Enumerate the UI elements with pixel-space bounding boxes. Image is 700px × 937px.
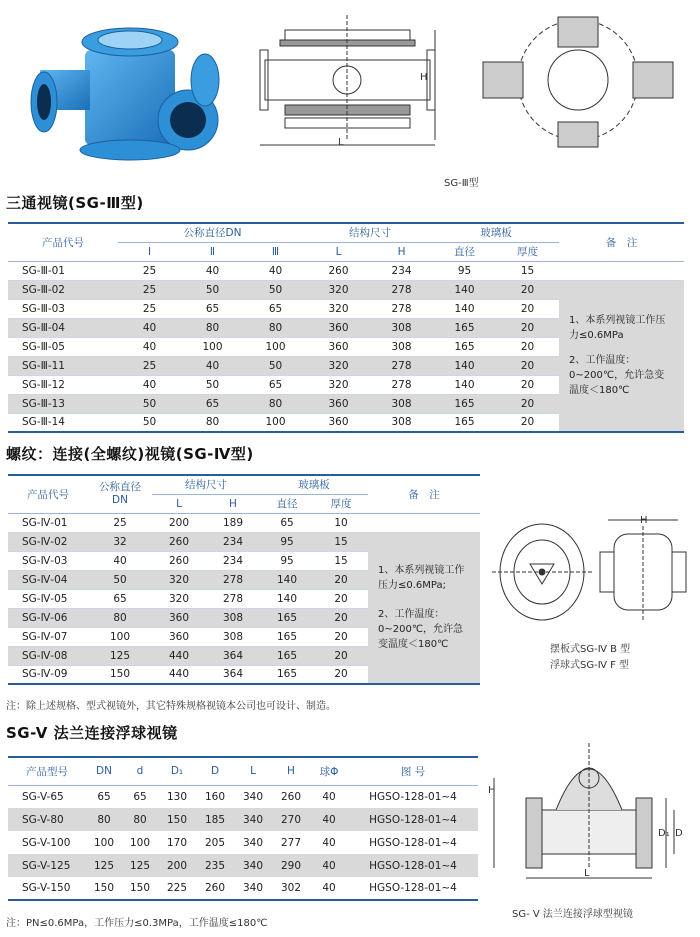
value-cell: 165 bbox=[260, 646, 314, 665]
value-cell: 20 bbox=[496, 337, 559, 356]
sg3-header-dn1: Ⅰ bbox=[118, 242, 181, 261]
value-cell: 320 bbox=[307, 375, 370, 394]
value-cell: HGSO-128-01~4 bbox=[348, 877, 478, 900]
value-cell: 140 bbox=[433, 356, 496, 375]
value-cell: 340 bbox=[234, 831, 272, 854]
product-code-cell: SG-Ⅲ-04 bbox=[8, 318, 118, 337]
value-cell: 15 bbox=[496, 261, 559, 280]
value-cell: 50 bbox=[181, 280, 244, 299]
value-cell: HGSO-128-01~4 bbox=[348, 831, 478, 854]
value-cell: 20 bbox=[496, 299, 559, 318]
section1-title: 三通视镜(SG-Ⅲ型) bbox=[6, 194, 144, 212]
sg3-notes-cell bbox=[559, 280, 684, 432]
sg4-header-dia: 直径 bbox=[260, 494, 314, 513]
value-cell: 20 bbox=[496, 375, 559, 394]
value-cell: 40 bbox=[310, 854, 348, 877]
value-cell: 95 bbox=[433, 261, 496, 280]
dim-label-h-sg4: H bbox=[640, 515, 648, 526]
value-cell: 160 bbox=[196, 785, 234, 808]
sg3-front-drawing bbox=[255, 10, 445, 160]
value-cell: 234 bbox=[370, 261, 433, 280]
value-cell: 125 bbox=[86, 854, 122, 877]
value-cell: HGSO-128-01~4 bbox=[348, 854, 478, 877]
value-cell: 320 bbox=[152, 570, 206, 589]
sg4-header-glass: 玻璃板 bbox=[260, 475, 368, 494]
value-cell: 32 bbox=[88, 532, 152, 551]
note-line: 1、本系列视镜工作压力≤0.6MPa bbox=[569, 315, 666, 342]
value-cell: 260 bbox=[152, 532, 206, 551]
value-cell: 125 bbox=[88, 646, 152, 665]
value-cell: 65 bbox=[122, 785, 158, 808]
sg3-header-code: 产品代号 bbox=[8, 223, 118, 261]
value-cell: 40 bbox=[118, 318, 181, 337]
sg3-valve-photo bbox=[30, 10, 225, 170]
value-cell: 95 bbox=[260, 551, 314, 570]
value-cell: 364 bbox=[206, 665, 260, 684]
value-cell: 80 bbox=[122, 808, 158, 831]
value-cell: 140 bbox=[433, 280, 496, 299]
table-row bbox=[8, 831, 478, 854]
sg5-spec-table bbox=[8, 756, 478, 901]
value-cell: 278 bbox=[370, 356, 433, 375]
value-cell: 277 bbox=[272, 831, 310, 854]
value-cell: 20 bbox=[496, 318, 559, 337]
value-cell: 308 bbox=[370, 337, 433, 356]
table-row bbox=[8, 854, 478, 877]
value-cell: 125 bbox=[122, 854, 158, 877]
value-cell: 340 bbox=[234, 877, 272, 900]
product-code-cell: SG-V-80 bbox=[8, 808, 86, 831]
value-cell: 234 bbox=[206, 532, 260, 551]
value-cell: 40 bbox=[118, 337, 181, 356]
value-cell: 50 bbox=[244, 356, 307, 375]
value-cell: 165 bbox=[433, 318, 496, 337]
sg3-header-struct: 结构尺寸 bbox=[307, 223, 433, 242]
value-cell: 80 bbox=[244, 318, 307, 337]
value-cell: 278 bbox=[206, 589, 260, 608]
sg5-header-cell: 产品型号 bbox=[8, 757, 86, 785]
value-cell: 100 bbox=[86, 831, 122, 854]
value-cell: 234 bbox=[206, 551, 260, 570]
product-code-cell: SG-Ⅳ-05 bbox=[8, 589, 88, 608]
value-cell: 165 bbox=[433, 337, 496, 356]
sg4-side-drawing bbox=[492, 512, 592, 632]
value-cell: 340 bbox=[234, 854, 272, 877]
value-cell: 100 bbox=[181, 337, 244, 356]
value-cell: 65 bbox=[86, 785, 122, 808]
sg3-header-note: 备 注 bbox=[559, 223, 684, 261]
sg4-header-l: L bbox=[152, 494, 206, 513]
value-cell: 20 bbox=[314, 589, 368, 608]
value-cell: 150 bbox=[158, 808, 196, 831]
sg3-header-dia: 直径 bbox=[433, 242, 496, 261]
value-cell: 278 bbox=[206, 570, 260, 589]
table-row bbox=[8, 808, 478, 831]
fig-caption-sg3: SG-Ⅲ型 bbox=[444, 178, 479, 189]
product-code-cell: SG-V-125 bbox=[8, 854, 86, 877]
value-cell: 20 bbox=[314, 570, 368, 589]
value-cell: 15 bbox=[314, 551, 368, 570]
value-cell: 200 bbox=[158, 854, 196, 877]
value-cell: 40 bbox=[310, 831, 348, 854]
product-code-cell: SG-Ⅳ-03 bbox=[8, 551, 88, 570]
value-cell: 95 bbox=[260, 532, 314, 551]
value-cell: 40 bbox=[181, 356, 244, 375]
value-cell: 80 bbox=[181, 318, 244, 337]
dim-label-h: H bbox=[420, 72, 428, 83]
note-line: 2、工作温度：0~200℃，允许急变温度＜180℃ bbox=[569, 355, 665, 397]
value-cell: 260 bbox=[272, 785, 310, 808]
value-cell: 80 bbox=[181, 413, 244, 432]
value-cell: 170 bbox=[158, 831, 196, 854]
value-cell: 65 bbox=[260, 513, 314, 532]
value-cell: 165 bbox=[260, 608, 314, 627]
table-row bbox=[8, 877, 478, 900]
product-code-cell: SG-Ⅲ-12 bbox=[8, 375, 118, 394]
value-cell: 50 bbox=[88, 570, 152, 589]
value-cell: 320 bbox=[307, 280, 370, 299]
value-cell: 65 bbox=[244, 375, 307, 394]
value-cell: 270 bbox=[272, 808, 310, 831]
value-cell: 150 bbox=[122, 877, 158, 900]
value-cell: 25 bbox=[118, 261, 181, 280]
product-code-cell: SG-Ⅳ-06 bbox=[8, 608, 88, 627]
sg3-header-h: H bbox=[370, 242, 433, 261]
value-cell: 165 bbox=[433, 413, 496, 432]
dim-label-l: L bbox=[338, 137, 344, 148]
value-cell: 40 bbox=[181, 261, 244, 280]
value-cell: 20 bbox=[496, 394, 559, 413]
value-cell: 20 bbox=[496, 413, 559, 432]
value-cell: 25 bbox=[118, 280, 181, 299]
value-cell: 189 bbox=[206, 513, 260, 532]
sg4-blank-note-cell bbox=[368, 513, 480, 532]
sg3-header-dn3: Ⅲ bbox=[244, 242, 307, 261]
product-code-cell: SG-Ⅳ-07 bbox=[8, 627, 88, 646]
table-row bbox=[8, 280, 684, 299]
product-code-cell: SG-V-100 bbox=[8, 831, 86, 854]
value-cell: 440 bbox=[152, 646, 206, 665]
value-cell: 100 bbox=[244, 413, 307, 432]
sg5-header-cell: 球Φ bbox=[310, 757, 348, 785]
value-cell: 278 bbox=[370, 280, 433, 299]
note-line: 1、本系列视镜工作压力≤0.6MPa; bbox=[378, 565, 465, 592]
product-code-cell: SG-Ⅲ-05 bbox=[8, 337, 118, 356]
sg3-header-glass: 玻璃板 bbox=[433, 223, 559, 242]
value-cell: 308 bbox=[370, 394, 433, 413]
value-cell: 25 bbox=[118, 299, 181, 318]
value-cell: 185 bbox=[196, 808, 234, 831]
value-cell: 100 bbox=[88, 627, 152, 646]
section3-title: SG-V 法兰连接浮球视镜 bbox=[6, 724, 178, 742]
value-cell: 360 bbox=[307, 394, 370, 413]
value-cell: 25 bbox=[88, 513, 152, 532]
product-code-cell: SG-Ⅳ-04 bbox=[8, 570, 88, 589]
sg4-header-dn: 公称直径DN bbox=[88, 475, 152, 513]
table-row bbox=[8, 532, 480, 551]
value-cell: 340 bbox=[234, 785, 272, 808]
sg4-notes-cell bbox=[368, 532, 480, 684]
sg3-header-dn2: Ⅱ bbox=[181, 242, 244, 261]
value-cell: 65 bbox=[181, 394, 244, 413]
value-cell: 308 bbox=[370, 318, 433, 337]
product-code-cell: SG-Ⅳ-08 bbox=[8, 646, 88, 665]
sg4-header-struct: 结构尺寸 bbox=[152, 475, 260, 494]
product-code-cell: SG-V-65 bbox=[8, 785, 86, 808]
value-cell: 320 bbox=[152, 589, 206, 608]
value-cell: 100 bbox=[244, 337, 307, 356]
value-cell: 50 bbox=[118, 394, 181, 413]
value-cell: 308 bbox=[206, 627, 260, 646]
value-cell: 360 bbox=[152, 627, 206, 646]
value-cell: 278 bbox=[370, 375, 433, 394]
sg3-table-body bbox=[8, 261, 684, 432]
value-cell: 40 bbox=[310, 877, 348, 900]
value-cell: 320 bbox=[307, 299, 370, 318]
value-cell: 50 bbox=[181, 375, 244, 394]
sg5-drawing bbox=[486, 738, 696, 898]
value-cell: 80 bbox=[88, 608, 152, 627]
sg3-side-drawing bbox=[478, 12, 678, 157]
value-cell: 260 bbox=[307, 261, 370, 280]
sg4-front-drawing bbox=[596, 512, 690, 632]
value-cell: 200 bbox=[152, 513, 206, 532]
sg3-header-thk: 厚度 bbox=[496, 242, 559, 261]
product-code-cell: SG-Ⅲ-13 bbox=[8, 394, 118, 413]
value-cell: 260 bbox=[152, 551, 206, 570]
note-line: 2、工作温度：0~200℃，允许急变温度＜180℃ bbox=[378, 609, 464, 651]
value-cell: 440 bbox=[152, 665, 206, 684]
value-cell: 65 bbox=[88, 589, 152, 608]
value-cell: HGSO-128-01~4 bbox=[348, 808, 478, 831]
sg5-header-cell: H bbox=[272, 757, 310, 785]
product-code-cell: SG-Ⅳ-09 bbox=[8, 665, 88, 684]
value-cell: 40 bbox=[88, 551, 152, 570]
table-row bbox=[8, 261, 684, 280]
value-cell: 320 bbox=[307, 356, 370, 375]
product-code-cell: SG-Ⅳ-02 bbox=[8, 532, 88, 551]
sg5-header-cell: D₁ bbox=[158, 757, 196, 785]
value-cell: 364 bbox=[206, 646, 260, 665]
dim-label-l-sg5: L bbox=[584, 868, 590, 879]
sg4-header-h: H bbox=[206, 494, 260, 513]
value-cell: 40 bbox=[244, 261, 307, 280]
value-cell: 140 bbox=[433, 375, 496, 394]
sg5-header-cell: 图 号 bbox=[348, 757, 478, 785]
product-code-cell: SG-Ⅲ-03 bbox=[8, 299, 118, 318]
value-cell: 225 bbox=[158, 877, 196, 900]
value-cell: 360 bbox=[152, 608, 206, 627]
product-code-cell: SG-Ⅲ-14 bbox=[8, 413, 118, 432]
value-cell: 80 bbox=[244, 394, 307, 413]
value-cell: 20 bbox=[496, 280, 559, 299]
sg5-header-cell: d bbox=[122, 757, 158, 785]
value-cell: 278 bbox=[370, 299, 433, 318]
value-cell: 20 bbox=[496, 356, 559, 375]
value-cell: 40 bbox=[118, 375, 181, 394]
value-cell: 80 bbox=[86, 808, 122, 831]
dim-label-d-sg5: D bbox=[675, 828, 683, 839]
value-cell: 308 bbox=[206, 608, 260, 627]
section3-footnote: 注：PN≤0.6MPa，工作压力≤0.3MPa，工作温度≤180℃ bbox=[6, 918, 268, 929]
product-code-cell: SG-V-150 bbox=[8, 877, 86, 900]
sg4-header-thk: 厚度 bbox=[314, 494, 368, 513]
value-cell: 308 bbox=[370, 413, 433, 432]
section2-title: 螺纹：连接(全螺纹)视镜(SG-Ⅳ型) bbox=[6, 445, 254, 463]
value-cell: 100 bbox=[122, 831, 158, 854]
value-cell: 65 bbox=[181, 299, 244, 318]
value-cell: 15 bbox=[314, 532, 368, 551]
sg3-header-dn: 公称直径DN bbox=[118, 223, 307, 242]
value-cell: 20 bbox=[314, 665, 368, 684]
value-cell: 165 bbox=[260, 627, 314, 646]
table-row bbox=[8, 785, 478, 808]
value-cell: 20 bbox=[314, 608, 368, 627]
sg5-header-cell: L bbox=[234, 757, 272, 785]
sg4-table-body bbox=[8, 513, 480, 684]
dim-label-d1-sg5: D₁ bbox=[658, 828, 670, 839]
section2-footnote: 注：除上述规格、型式视镜外，其它特殊规格视镜本公司也可设计、制造。 bbox=[6, 701, 336, 712]
fig-caption-sg4-b: 摆板式SG-Ⅳ B 型 bbox=[550, 644, 631, 655]
product-code-cell: SG-Ⅲ-02 bbox=[8, 280, 118, 299]
sg3-spec-table bbox=[8, 222, 684, 433]
fig-caption-sg5: SG- V 法兰连接浮球型视镜 bbox=[512, 909, 633, 920]
product-code-cell: SG-Ⅲ-01 bbox=[8, 261, 118, 280]
sg4-spec-table bbox=[8, 474, 480, 685]
product-code-cell: SG-Ⅳ-01 bbox=[8, 513, 88, 532]
value-cell: 40 bbox=[310, 785, 348, 808]
dim-label-h-sg5: H bbox=[488, 785, 496, 796]
value-cell: 360 bbox=[307, 337, 370, 356]
value-cell: 140 bbox=[260, 570, 314, 589]
value-cell: 340 bbox=[234, 808, 272, 831]
value-cell: 260 bbox=[196, 877, 234, 900]
value-cell: 10 bbox=[314, 513, 368, 532]
sg5-table-body bbox=[8, 785, 478, 900]
value-cell: 140 bbox=[433, 299, 496, 318]
value-cell: 20 bbox=[314, 627, 368, 646]
value-cell: 140 bbox=[260, 589, 314, 608]
value-cell: 290 bbox=[272, 854, 310, 877]
product-code-cell: SG-Ⅲ-11 bbox=[8, 356, 118, 375]
value-cell: 50 bbox=[244, 280, 307, 299]
value-cell: 25 bbox=[118, 356, 181, 375]
table-row bbox=[8, 513, 480, 532]
value-cell: 150 bbox=[88, 665, 152, 684]
value-cell: 165 bbox=[260, 665, 314, 684]
fig-caption-sg4-f: 浮球式SG-Ⅳ F 型 bbox=[550, 660, 630, 671]
value-cell: 165 bbox=[433, 394, 496, 413]
value-cell: 130 bbox=[158, 785, 196, 808]
sg4-header-note: 备 注 bbox=[368, 475, 480, 513]
value-cell: 360 bbox=[307, 318, 370, 337]
value-cell: HGSO-128-01~4 bbox=[348, 785, 478, 808]
value-cell: 65 bbox=[244, 299, 307, 318]
value-cell: 235 bbox=[196, 854, 234, 877]
value-cell: 360 bbox=[307, 413, 370, 432]
value-cell: 20 bbox=[314, 646, 368, 665]
sg4-header-code: 产品代号 bbox=[8, 475, 88, 513]
sg3-blank-note-cell bbox=[559, 261, 684, 280]
sg3-header-l: L bbox=[307, 242, 370, 261]
value-cell: 50 bbox=[118, 413, 181, 432]
sg5-header-cell: DN bbox=[86, 757, 122, 785]
value-cell: 205 bbox=[196, 831, 234, 854]
value-cell: 150 bbox=[86, 877, 122, 900]
sg5-header-cell: D bbox=[196, 757, 234, 785]
value-cell: 302 bbox=[272, 877, 310, 900]
value-cell: 40 bbox=[310, 808, 348, 831]
